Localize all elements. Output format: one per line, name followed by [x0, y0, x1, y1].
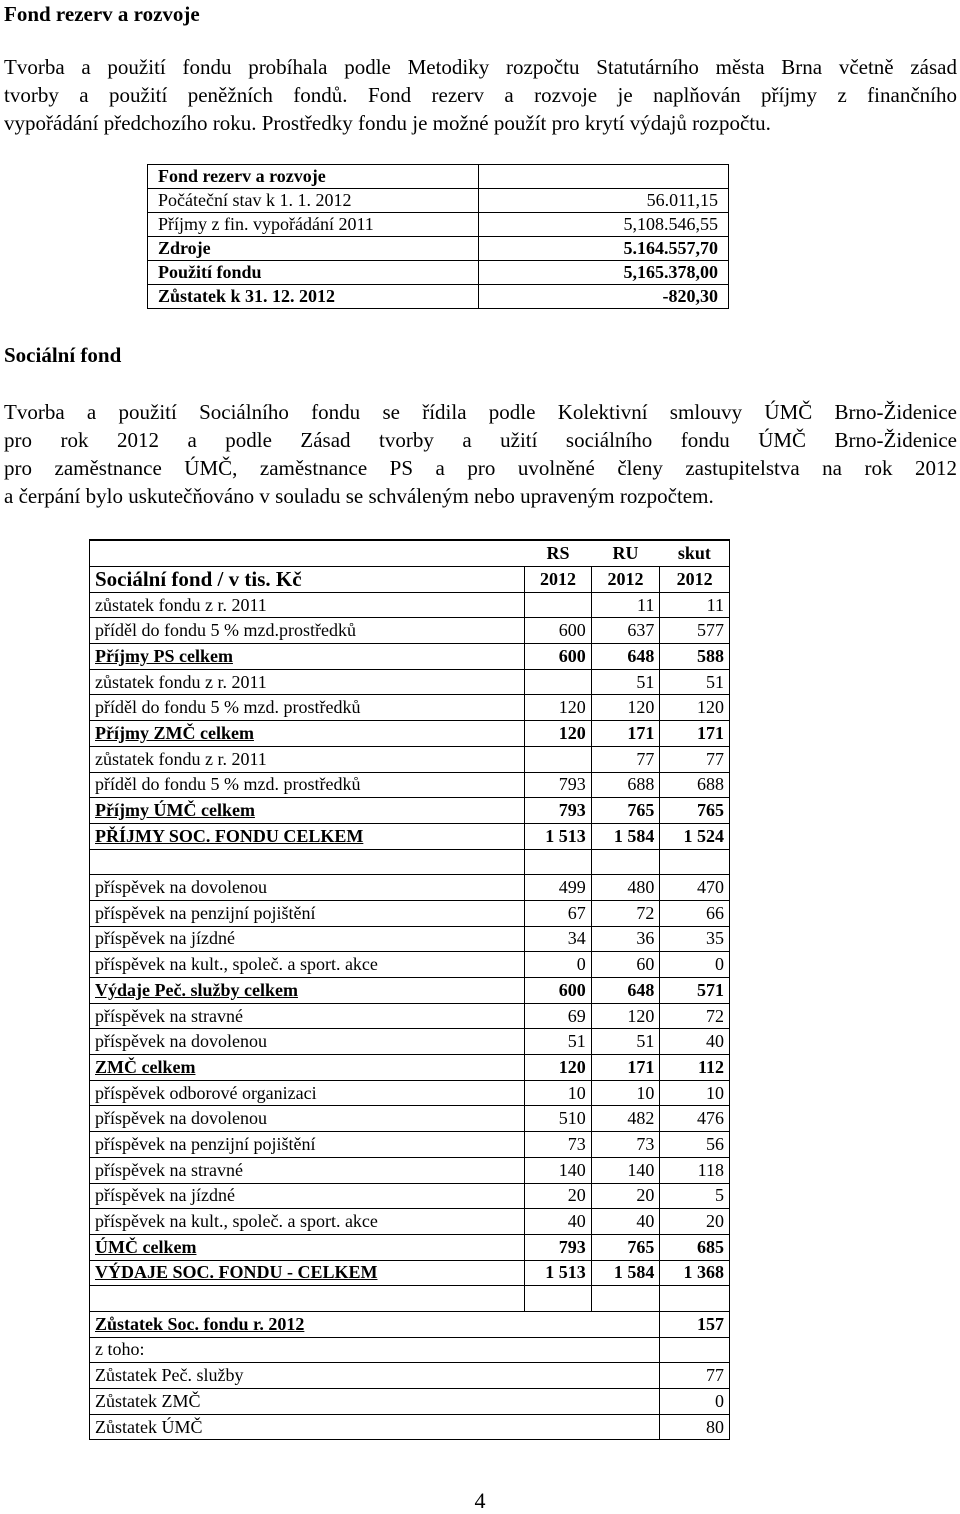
paragraph-line: tvorby a použití peněžních fondů. Fond rezerv a rozvoje je naplňován příjmy z finančního: [4, 83, 957, 107]
year-header: 2012: [525, 566, 592, 592]
row-value: 20: [660, 1209, 730, 1235]
row-label: Příjmy PS celkem: [90, 644, 525, 670]
table-row: [90, 1337, 730, 1363]
row-value: 5: [660, 1183, 730, 1209]
row-label: zůstatek fondu z r. 2011: [90, 592, 525, 618]
row-label: zůstatek fondu z r. 2011: [90, 669, 525, 695]
row-value: 51: [660, 669, 730, 695]
row-value: 588: [660, 644, 730, 670]
row-value: 77: [660, 1363, 730, 1389]
spacer-cell: [90, 1286, 525, 1312]
row-label: zůstatek fondu z r. 2011: [90, 746, 525, 772]
row-label: Příjmy ZMČ celkem: [90, 721, 525, 747]
table-row: [148, 237, 729, 261]
row-label: příspěvek na jízdné: [90, 1183, 525, 1209]
row-label: příspěvek na penzijní pojištění: [90, 1132, 525, 1158]
row-value: 120: [525, 695, 592, 721]
row-value: 765: [660, 798, 730, 824]
row-value: 51: [591, 669, 660, 695]
row-value: 80: [660, 1414, 730, 1440]
row-value: 11: [660, 592, 730, 618]
fund-row-label: Použití fondu: [148, 261, 479, 285]
row-value: 171: [591, 1055, 660, 1081]
row-value: 20: [525, 1183, 592, 1209]
row-value: [660, 1337, 730, 1363]
year-header: 2012: [591, 566, 660, 592]
row-value: 140: [591, 1157, 660, 1183]
row-value: 40: [660, 1029, 730, 1055]
table-row: [148, 261, 729, 285]
fund-heading: Fond rezerv a rozvoje: [4, 2, 200, 26]
row-value: 51: [525, 1029, 592, 1055]
page-number: 4: [474, 1488, 486, 1513]
table-row: [90, 849, 730, 875]
row-label: příděl do fondu 5 % mzd. prostředků: [90, 695, 525, 721]
row-value: 10: [660, 1080, 730, 1106]
table-row: [90, 1055, 730, 1081]
table-row: [90, 823, 730, 849]
table-row: [90, 798, 730, 824]
table-row: [90, 772, 730, 798]
row-value: 56: [660, 1132, 730, 1158]
table-row: [90, 1389, 730, 1415]
paragraph-line: Tvorba a použití fondu probíhala podle Metodiky rozpočtu Statutárního města Brna včetně zásad: [4, 55, 957, 79]
row-value: 77: [591, 746, 660, 772]
table-row: [148, 285, 729, 309]
row-label: příspěvek na penzijní pojištění: [90, 900, 525, 926]
row-value: 600: [525, 644, 592, 670]
row-value: 112: [660, 1055, 730, 1081]
row-label: příspěvek na kult., společ. a sport. akce: [90, 1209, 525, 1235]
spacer-cell: [525, 849, 592, 875]
table-row: [90, 1260, 730, 1286]
year-header: 2012: [660, 566, 730, 592]
row-value: 40: [591, 1209, 660, 1235]
row-value: 10: [591, 1080, 660, 1106]
row-label: PŘÍJMY SOC. FONDU CELKEM: [90, 823, 525, 849]
row-value: 120: [591, 695, 660, 721]
fund-row-value: 5.164.557,70: [479, 237, 729, 261]
row-value: 1 513: [525, 1260, 592, 1286]
row-value: 66: [660, 900, 730, 926]
fund-row-value: -820,30: [479, 285, 729, 309]
table-row: [90, 1209, 730, 1235]
social-paragraph: [4, 398, 957, 510]
row-label: Výdaje Peč. služby celkem: [90, 978, 525, 1004]
row-value: 51: [591, 1029, 660, 1055]
fund-table-title: Fond rezerv a rozvoje: [148, 165, 479, 189]
column-header: RU: [591, 540, 660, 566]
row-value: [525, 669, 592, 695]
row-value: 482: [591, 1106, 660, 1132]
table-row: [148, 189, 729, 213]
row-value: 685: [660, 1234, 730, 1260]
table-row: [90, 721, 730, 747]
row-value: 688: [591, 772, 660, 798]
table-row: [90, 669, 730, 695]
row-value: 1 513: [525, 823, 592, 849]
row-value: 120: [591, 1003, 660, 1029]
fund-row-value: 56.011,15: [479, 189, 729, 213]
column-header: skut: [660, 540, 730, 566]
row-label: příděl do fondu 5 % mzd. prostředků: [90, 772, 525, 798]
paragraph-line: pro rok 2012 a podle Zásad tvorby a užití sociálního fondu ÚMČ Brno-Židenice: [4, 428, 957, 452]
row-value: 600: [525, 978, 592, 1004]
spacer-cell: [660, 849, 730, 875]
row-label: ÚMČ celkem: [90, 1234, 525, 1260]
row-value: 648: [591, 978, 660, 1004]
table-row: [90, 900, 730, 926]
spacer-cell: [90, 849, 525, 875]
row-value: 72: [591, 900, 660, 926]
row-label: příspěvek na dovolenou: [90, 875, 525, 901]
row-value: 793: [525, 772, 592, 798]
row-value: 577: [660, 618, 730, 644]
row-value: 499: [525, 875, 592, 901]
row-label: příspěvek na jízdné: [90, 926, 525, 952]
row-label: Zůstatek Peč. služby: [90, 1363, 660, 1389]
row-value: 600: [525, 618, 592, 644]
row-value: [525, 746, 592, 772]
fund-table-empty: [479, 165, 729, 189]
row-value: 480: [591, 875, 660, 901]
table-title: Sociální fond / v tis. Kč: [90, 566, 525, 592]
table-row: [90, 1234, 730, 1260]
row-value: 476: [660, 1106, 730, 1132]
fund-row-label: Počáteční stav k 1. 1. 2012: [148, 189, 479, 213]
row-value: 793: [525, 798, 592, 824]
table-row: [90, 1080, 730, 1106]
paragraph-line: a čerpání bylo uskutečňováno v souladu se schváleným nebo upraveným rozpočtem.: [4, 484, 714, 508]
header-blank: [90, 540, 525, 566]
table-row: [90, 1183, 730, 1209]
paragraph-line: Tvorba a použití Sociálního fondu se řídila podle Kolektivní smlouvy ÚMČ Brno-Židenice: [4, 400, 957, 424]
column-header: RS: [525, 540, 592, 566]
row-label: příspěvek na dovolenou: [90, 1106, 525, 1132]
row-value: 60: [591, 952, 660, 978]
row-value: 765: [591, 798, 660, 824]
row-label: ZMČ celkem: [90, 1055, 525, 1081]
row-label: příděl do fondu 5 % mzd.prostředků: [90, 618, 525, 644]
table-row: [90, 592, 730, 618]
row-label: příspěvek na kult., společ. a sport. akce: [90, 952, 525, 978]
row-label: příspěvek na stravné: [90, 1003, 525, 1029]
row-value: 73: [591, 1132, 660, 1158]
paragraph-line: vypořádání předchozího roku. Prostředky fondu je možné použít pro krytí výdajů rozpočtu.: [4, 111, 771, 135]
row-value: 793: [525, 1234, 592, 1260]
row-value: 171: [660, 721, 730, 747]
table-row: [90, 952, 730, 978]
row-value: 157: [660, 1311, 730, 1337]
fund-row-value: 5,165.378,00: [479, 261, 729, 285]
row-value: 34: [525, 926, 592, 952]
table-row: [90, 1414, 730, 1440]
row-value: 0: [660, 952, 730, 978]
spacer-cell: [660, 1286, 730, 1312]
row-value: 72: [660, 1003, 730, 1029]
table-row: [90, 1286, 730, 1312]
table-row: [90, 1003, 730, 1029]
row-label: příspěvek odborové organizaci: [90, 1080, 525, 1106]
row-label: z toho:: [90, 1337, 660, 1363]
table-row: [90, 978, 730, 1004]
social-heading: Sociální fond: [4, 343, 122, 367]
row-value: 36: [591, 926, 660, 952]
row-label: Zůstatek ZMČ: [90, 1389, 660, 1415]
fund-row-label: Zdroje: [148, 237, 479, 261]
table-row: [148, 213, 729, 237]
table-row: [90, 1106, 730, 1132]
paragraph-line: pro zaměstnance ÚMČ, zaměstnance PS a pro uvolněné členy zastupitelstva na rok 2012: [4, 456, 957, 480]
row-value: [525, 592, 592, 618]
row-label: Zůstatek Soc. fondu r. 2012: [90, 1311, 660, 1337]
fund-paragraph: [4, 53, 957, 137]
spacer-cell: [591, 849, 660, 875]
table-row: [90, 1132, 730, 1158]
row-value: 1 584: [591, 823, 660, 849]
fund-table: [147, 164, 729, 309]
table-row: [90, 644, 730, 670]
row-label: Zůstatek ÚMČ: [90, 1414, 660, 1440]
social-fund-table: [89, 539, 730, 1440]
row-value: 118: [660, 1157, 730, 1183]
row-value: 1 524: [660, 823, 730, 849]
row-value: 648: [591, 644, 660, 670]
table-row: [90, 1311, 730, 1337]
table-row: [90, 1157, 730, 1183]
row-value: 688: [660, 772, 730, 798]
row-value: 765: [591, 1234, 660, 1260]
row-label: příspěvek na dovolenou: [90, 1029, 525, 1055]
row-value: 1 584: [591, 1260, 660, 1286]
row-value: 140: [525, 1157, 592, 1183]
table-row: [90, 695, 730, 721]
table-row: [90, 875, 730, 901]
table-row: [90, 1029, 730, 1055]
row-label: Příjmy ÚMČ celkem: [90, 798, 525, 824]
row-value: 120: [525, 721, 592, 747]
row-value: 120: [660, 695, 730, 721]
row-value: 77: [660, 746, 730, 772]
row-value: 510: [525, 1106, 592, 1132]
row-value: 10: [525, 1080, 592, 1106]
table-row: [90, 540, 730, 566]
row-value: 20: [591, 1183, 660, 1209]
row-label: příspěvek na stravné: [90, 1157, 525, 1183]
row-value: 73: [525, 1132, 592, 1158]
row-value: 69: [525, 1003, 592, 1029]
row-value: 470: [660, 875, 730, 901]
fund-row-label: Příjmy z fin. vypořádání 2011: [148, 213, 479, 237]
row-value: 67: [525, 900, 592, 926]
row-value: 571: [660, 978, 730, 1004]
fund-row-label: Zůstatek k 31. 12. 2012: [148, 285, 479, 309]
row-value: 0: [525, 952, 592, 978]
table-row: [90, 926, 730, 952]
row-label: VÝDAJE SOC. FONDU - CELKEM: [90, 1260, 525, 1286]
row-value: 637: [591, 618, 660, 644]
row-value: 35: [660, 926, 730, 952]
spacer-cell: [525, 1286, 592, 1312]
row-value: 40: [525, 1209, 592, 1235]
table-row: [90, 618, 730, 644]
row-value: 11: [591, 592, 660, 618]
row-value: 0: [660, 1389, 730, 1415]
table-row: [90, 746, 730, 772]
spacer-cell: [591, 1286, 660, 1312]
row-value: 1 368: [660, 1260, 730, 1286]
row-value: 171: [591, 721, 660, 747]
fund-row-value: 5,108.546,55: [479, 213, 729, 237]
table-row: [90, 1363, 730, 1389]
table-row: [90, 566, 730, 592]
row-value: 120: [525, 1055, 592, 1081]
